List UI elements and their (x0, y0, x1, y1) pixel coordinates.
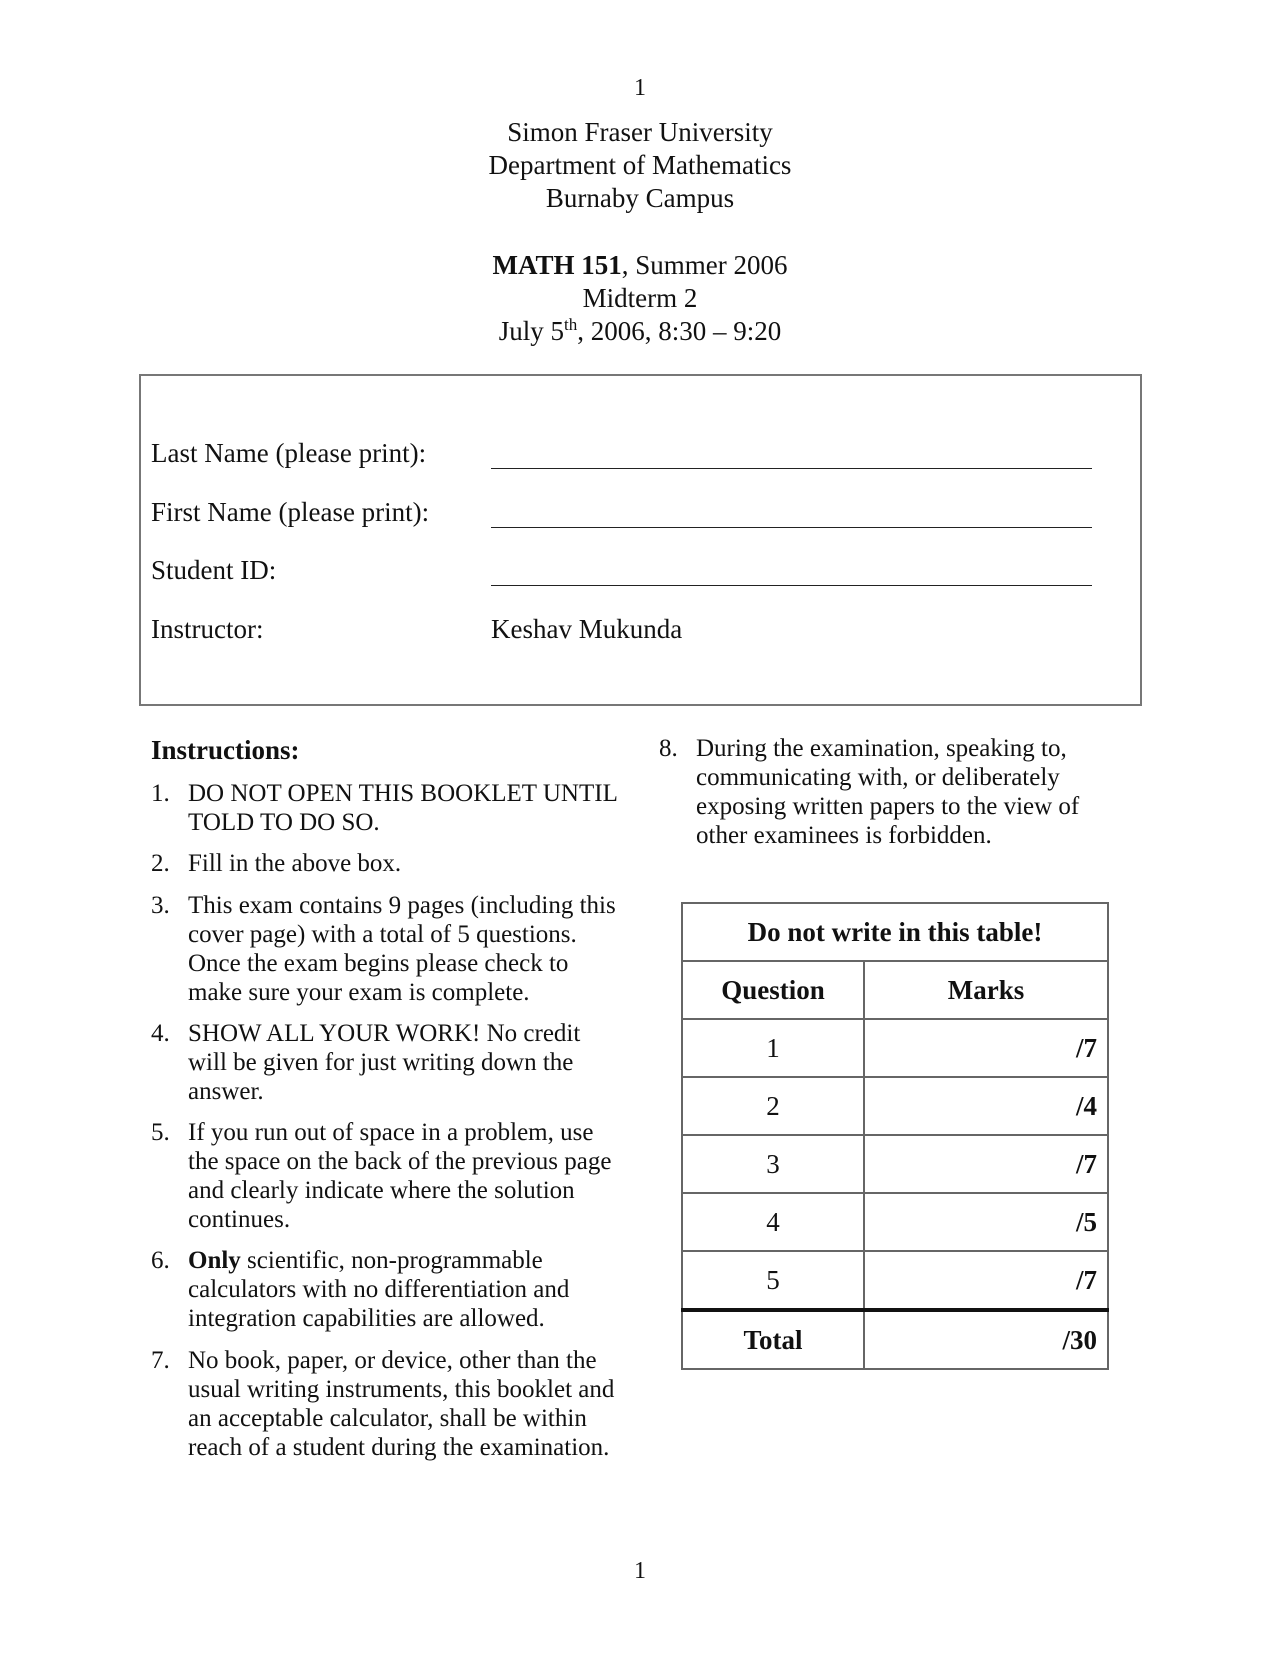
item-line: No book, paper, or device, other than the (188, 1347, 597, 1374)
item-line: cover page) with a total of 5 questions. (188, 921, 577, 948)
marks-cell: /4 (864, 1077, 1108, 1135)
item-number: 3. (151, 892, 170, 919)
page-number-bottom: 1 (634, 1558, 646, 1584)
item-emphasis: Only (188, 1247, 241, 1274)
item-line: communicating with, or deliberately (696, 764, 1060, 791)
instructor-value: Keshav Mukunda (491, 614, 683, 644)
item-number: 6. (151, 1247, 170, 1274)
item-line: During the examination, speaking to, (696, 735, 1067, 762)
item-line: reach of a student during the examination. (188, 1434, 610, 1461)
table-row (682, 1193, 1108, 1251)
last-name-field[interactable] (491, 468, 1092, 469)
first-name-field[interactable] (491, 527, 1092, 528)
item-number: 1. (151, 780, 170, 807)
campus-name: Burnaby Campus (545, 183, 735, 213)
first-name-label: First Name (please print): (151, 497, 430, 527)
marks-table (681, 902, 1109, 1370)
student-id-field[interactable] (491, 585, 1092, 586)
total-label: Total (682, 1310, 864, 1369)
item-line: SHOW ALL YOUR WORK! No credit (188, 1020, 581, 1047)
item-line: calculators with no differentiation and (188, 1276, 570, 1303)
last-name-label: Last Name (please print): (151, 438, 427, 468)
date-suffix: th (564, 315, 578, 334)
item-line: Fill in the above box. (188, 850, 402, 877)
marks-cell: /7 (864, 1251, 1108, 1310)
course-line (0, 249, 1280, 282)
item-number: 7. (151, 1347, 170, 1374)
question-cell: 4 (682, 1193, 864, 1251)
item-line: the space on the back of the previous page (188, 1148, 612, 1175)
marks-cell: /5 (864, 1193, 1108, 1251)
column-header-question: Question (682, 961, 864, 1019)
instructions-heading: Instructions: (151, 735, 300, 765)
marks-cell: /7 (864, 1135, 1108, 1193)
item-line: will be given for just writing down the (188, 1049, 574, 1076)
item-line: scientific, non-programmable (240, 1247, 543, 1274)
item-line: answer. (188, 1078, 264, 1105)
item-line: continues. (188, 1206, 291, 1233)
table-row (682, 1251, 1108, 1310)
date-time: , 2006, 8:30 – 9:20 (577, 316, 782, 346)
item-line: exposing written papers to the view of (696, 793, 1080, 820)
course-term: , Summer 2006 (621, 250, 788, 280)
marks-cell: /7 (864, 1019, 1108, 1077)
table-row (682, 1135, 1108, 1193)
item-line: make sure your exam is complete. (188, 979, 530, 1006)
student-info-box (139, 374, 1142, 706)
item-line: Once the exam begins please check to (188, 950, 569, 977)
table-row (682, 1077, 1108, 1135)
item-number: 8. (659, 735, 678, 762)
item-number: 4. (151, 1020, 170, 1047)
table-row (682, 1019, 1108, 1077)
university-name: Simon Fraser University (507, 117, 773, 147)
total-marks: /30 (864, 1310, 1108, 1369)
department-name: Department of Mathematics (488, 150, 792, 180)
course-code: MATH 151 (492, 250, 622, 280)
total-row (682, 1310, 1108, 1369)
item-number: 2. (151, 850, 170, 877)
item-line: DO NOT OPEN THIS BOOKLET UNTIL (188, 780, 618, 807)
question-cell: 1 (682, 1019, 864, 1077)
question-cell: 3 (682, 1135, 864, 1193)
student-id-label: Student ID: (151, 555, 277, 585)
column-header-marks: Marks (864, 961, 1108, 1019)
exam-header (0, 116, 1280, 348)
item-line: integration capabilities are allowed. (188, 1305, 545, 1332)
question-cell: 2 (682, 1077, 864, 1135)
item-line: This exam contains 9 pages (including this (188, 892, 616, 919)
item-line: an acceptable calculator, shall be within (188, 1405, 587, 1432)
question-cell: 5 (682, 1251, 864, 1310)
item-number: 5. (151, 1119, 170, 1146)
page-number-top: 1 (634, 75, 646, 101)
exam-title: Midterm 2 (582, 283, 698, 313)
item-line: usual writing instruments, this booklet and (188, 1376, 615, 1403)
item-line: other examinees is forbidden. (696, 822, 992, 849)
date-day: July 5 (498, 316, 564, 346)
marks-table-title: Do not write in this table! (682, 903, 1108, 961)
item-line: TOLD TO DO SO. (188, 809, 380, 836)
exam-date (0, 315, 1280, 348)
item-line: If you run out of space in a problem, use (188, 1119, 594, 1146)
item-line: and clearly indicate where the solution (188, 1177, 575, 1204)
instructor-label: Instructor: (151, 614, 264, 644)
